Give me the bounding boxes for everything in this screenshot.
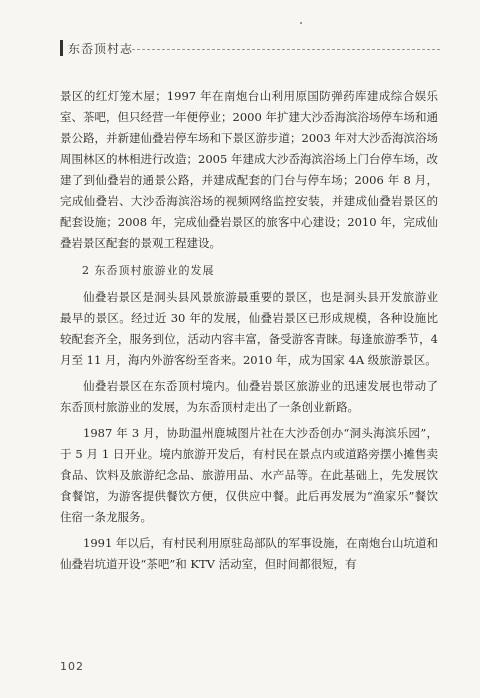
body-text	[60, 86, 438, 575]
paragraph: 1987 年 3 月，协助温州鹿城图片社在大沙岙创办“洞头海滨乐园”，于 5 月 1 日开业。境内旅游开发后，有村民在景点内或道路旁摆小摊售卖食品、饮料及旅游纪念品、旅游用品、水产品等。在此基础上，先发展饮食餐馆，为游客提供餐饮方便，仅供应中餐。此后再发展为“渔家乐”餐饮住宿一条龙服务。	[60, 426, 438, 524]
paragraph: 仙叠岩景区在东岙顶村境内。仙叠岩景区旅游业的迅速发展也带动了东岙顶村旅游业的发展，为东岙顶村走出了一条创业新路。	[60, 379, 438, 414]
section-heading: 2 东岙顶村旅游业的发展	[82, 264, 215, 277]
paragraph: 1991 年以后，有村民利用原驻岛部队的军事设施，在南炮台山坑道和仙叠岩坑道开设“茶吧”和 KTV 活动室，但时间都很短，有	[60, 536, 438, 571]
running-header	[60, 38, 440, 58]
header-bar	[60, 40, 63, 56]
paragraph-continued: 景区的红灯笼木屋；1997 年在南炮台山利用原国防弹药库建成综合娱乐室、茶吧，但只经营一年便停业；2000 年扩建大沙岙海滨浴场停车场和通景公路，并新建仙叠岩停车场和下景区游步道；2003 年对大沙岙海滨浴场周围林区的林相进行改造；2005 年建成大沙岙海滨浴场上门台停车场，改建了到仙叠岩的通景公路，并建成配套的门台与停车场；2006 年 8 月，完成仙叠岩、大沙岙海滨浴场的视频网络监控安装，并建成仙叠岩景区的配套设施；2008 年，完成仙叠岩景区的旅客中心建设；2010 年，完成仙叠岩景区配套的景观工程建设。	[60, 89, 438, 250]
paragraph: 仙叠岩景区是洞头县风景旅游最重要的景区，也是洞头县开发旅游业最早的景区。经过近 30 年的发展，仙叠岩景区已形成规模，各种设施比较配套齐全，服务到位，活动内容丰富，备受游客青睐。每逢旅游季节，4 月至 11 月，海内外游客纷至沓来。2010 年，成为国家 4A 级旅游景区。	[60, 290, 438, 367]
scan-speck	[300, 22, 302, 24]
header-dashed-rule	[122, 49, 440, 50]
header-title: 东岙顶村志	[68, 42, 134, 56]
page-number: 102	[60, 660, 84, 673]
